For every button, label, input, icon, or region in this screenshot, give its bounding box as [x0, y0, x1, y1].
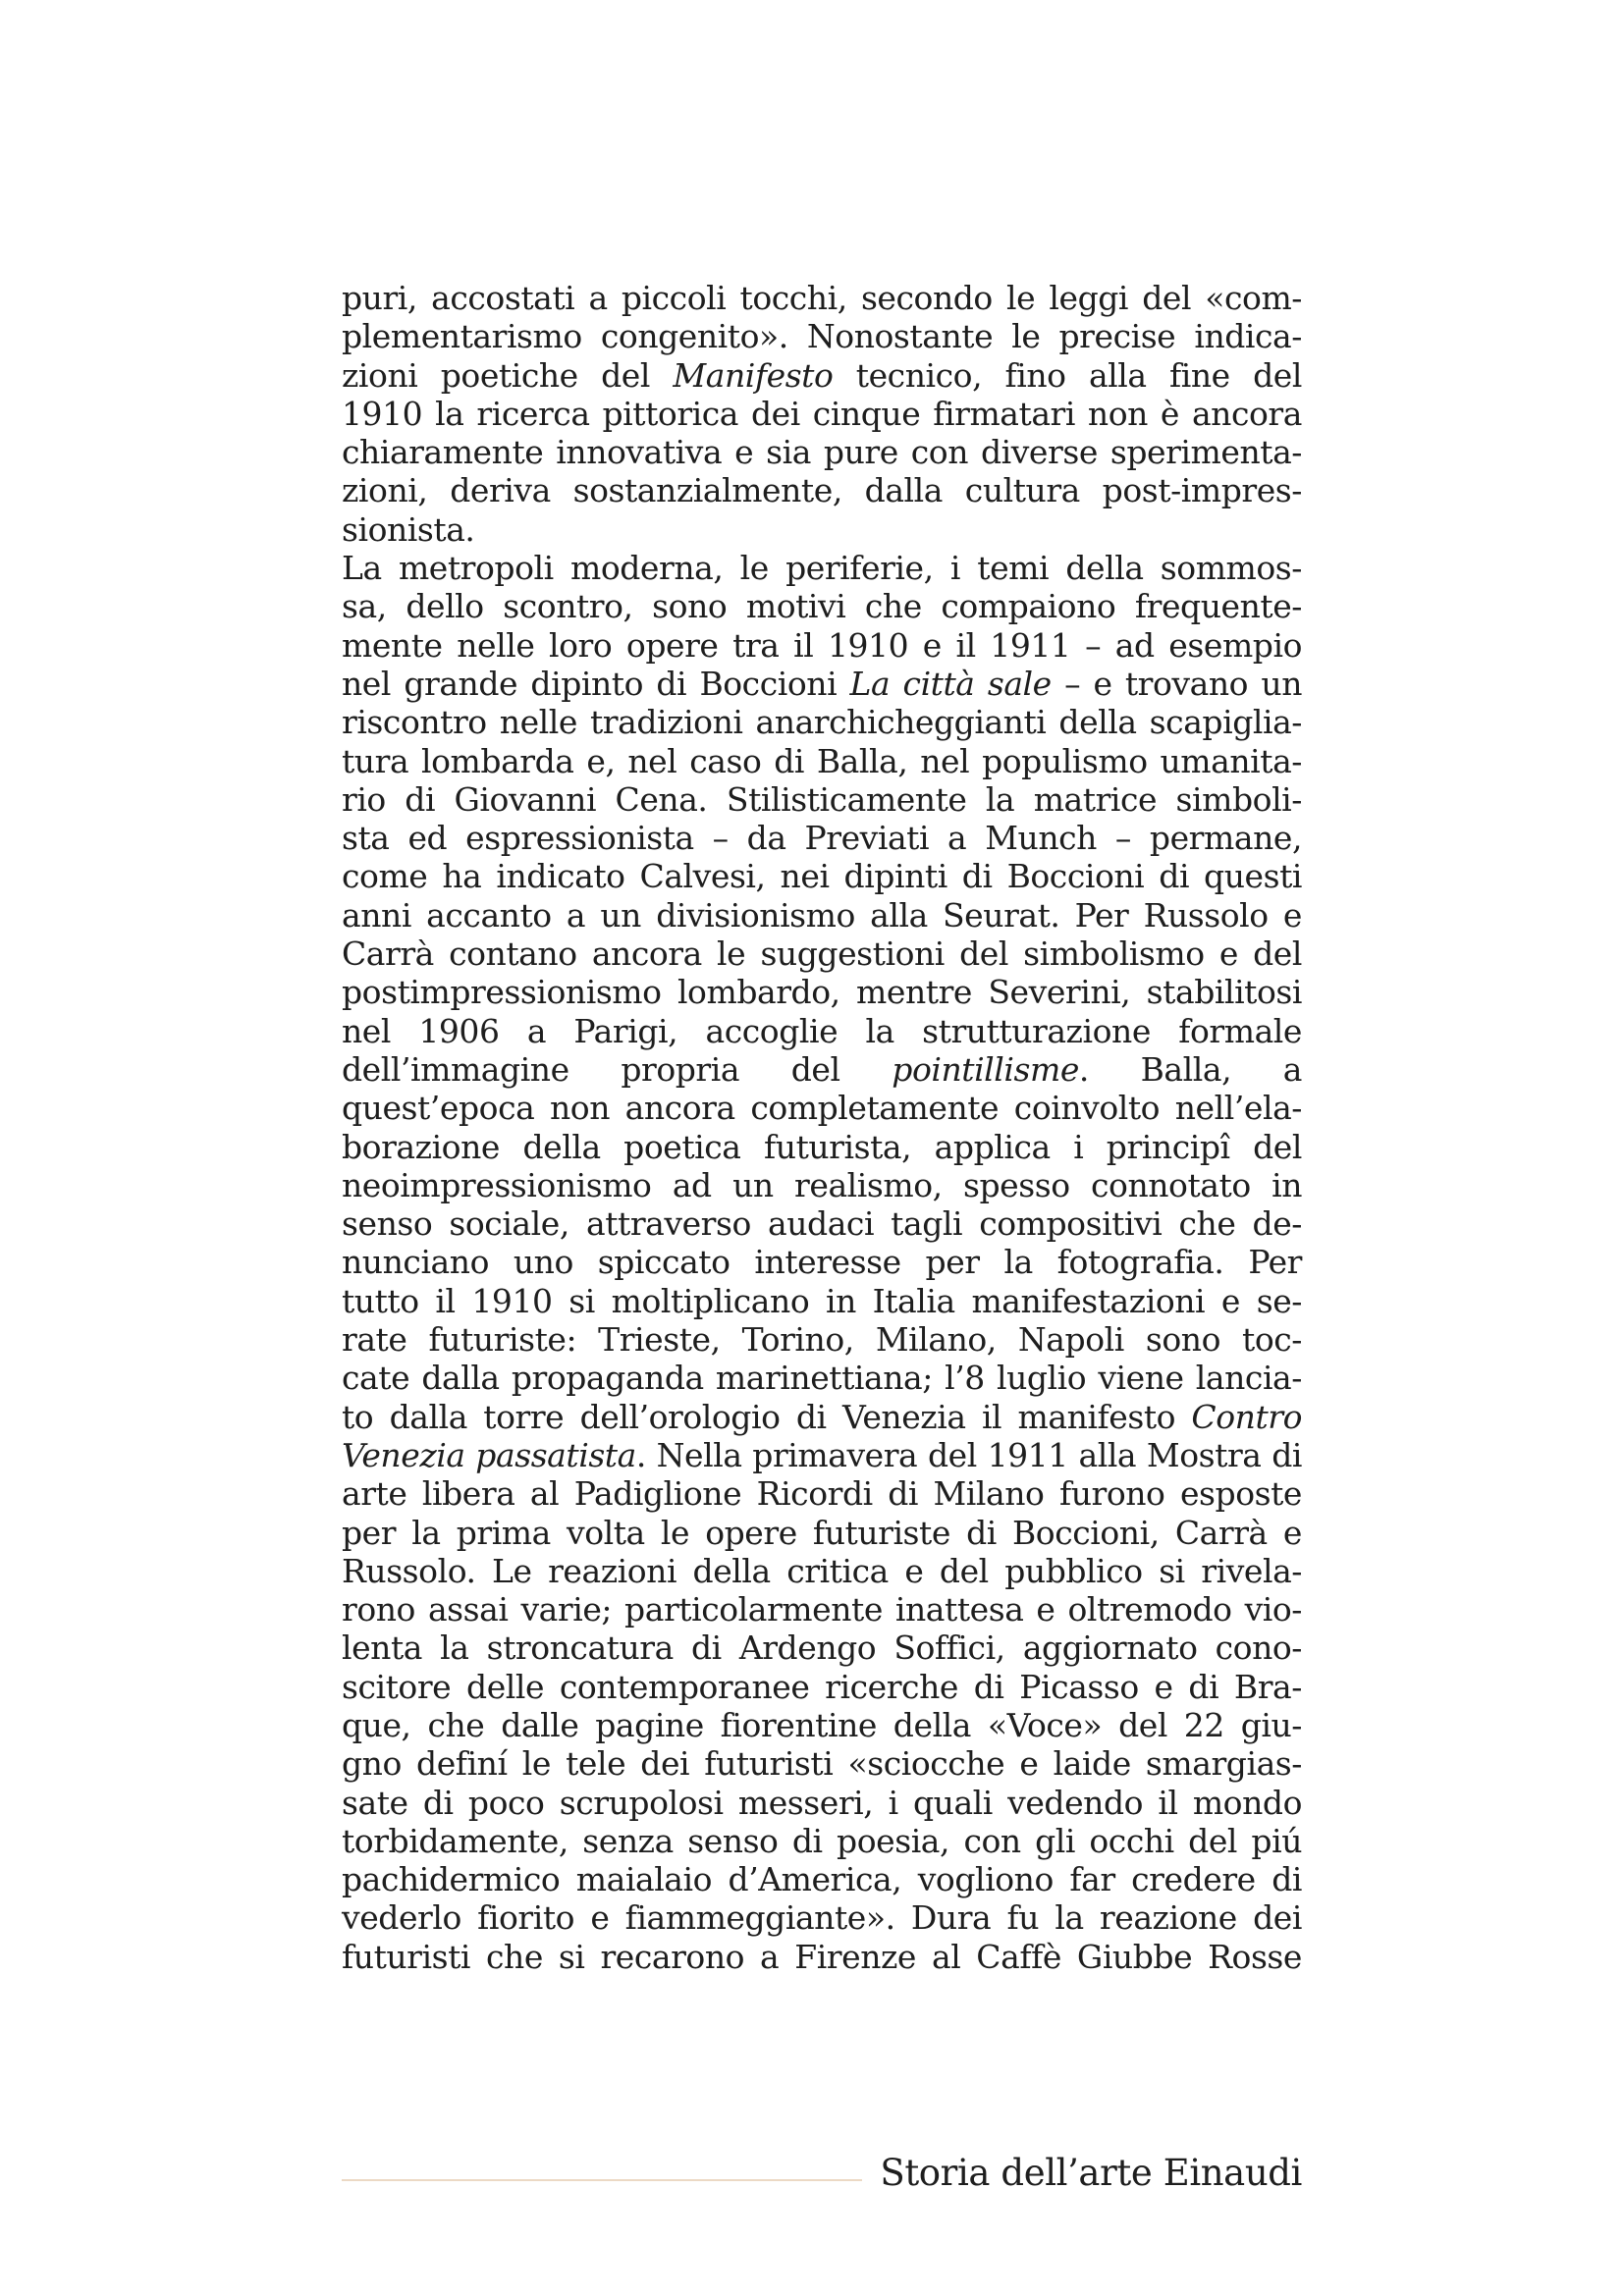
text-line: [342, 780, 1302, 819]
text-line: [342, 626, 1302, 665]
text-line: [342, 1012, 1302, 1050]
text-line: [342, 1282, 1302, 1320]
text-line: [342, 356, 1302, 395]
italic-title: Contro: [1191, 1397, 1302, 1436]
text-line: [342, 1668, 1302, 1706]
text-run: nunciano uno spiccato interesse per la fotografia. Per: [342, 1243, 1302, 1282]
text-line: [342, 1744, 1302, 1783]
text-run: chiaramente innovativa e sia pure con diverse sperimenta-: [342, 433, 1302, 472]
text-line: [342, 510, 1302, 549]
text-run: sa, dello scontro, sono motivi che compaiono frequente-: [342, 587, 1302, 626]
text-line: [342, 1860, 1302, 1898]
text-line: [342, 819, 1302, 857]
text-line: [342, 433, 1302, 471]
text-line: [342, 1629, 1302, 1667]
text-run: neoimpressionismo ad un realismo, spesso connotato in: [342, 1165, 1302, 1204]
text-run: La metropoli moderna, le periferie, i temi della sommos-: [342, 549, 1302, 588]
text-run: cate dalla propaganda marinettiana; l’8 luglio viene lancia-: [342, 1359, 1302, 1398]
text-line: [342, 1050, 1302, 1089]
footer-title: Storia dell’arte Einaudi: [880, 2152, 1302, 2194]
text-run: riscontro nelle tradizioni anarchicheggianti della scapiglia-: [342, 703, 1302, 742]
text-run: come ha indicato Calvesi, nei dipinti di Boccioni di questi: [342, 857, 1302, 896]
text-run: anni accanto a un divisionismo alla Seurat. Per Russolo e: [342, 895, 1302, 934]
text-line: [342, 1359, 1302, 1397]
text-run: – e trovano un: [1051, 664, 1303, 703]
text-line: [342, 1552, 1302, 1590]
text-line: [342, 549, 1302, 587]
text-run: borazione della poetica futurista, applica i principî del: [342, 1127, 1302, 1166]
text-run: Carrà contano ancora le suggestioni del simbolismo e del: [342, 934, 1302, 974]
text-run: tecnico, fino alla fine del: [833, 355, 1302, 395]
text-run: quest’epoca non ancora completamente coinvolto nell’ela-: [342, 1089, 1302, 1128]
text-line: [342, 1590, 1302, 1629]
italic-title: pointillisme: [892, 1049, 1079, 1089]
text-run: gno definí le tele dei futuristi «sciocche e laide smargias-: [342, 1744, 1302, 1784]
text-run: postimpressionismo lombardo, mentre Severini, stabilitosi: [342, 973, 1302, 1012]
italic-title: Manifesto: [673, 355, 834, 395]
text-run: to dalla torre dell’orologio di Venezia il manifesto: [342, 1397, 1192, 1436]
text-run: lenta la stroncatura di Ardengo Soffici, aggiornato cono-: [342, 1629, 1302, 1668]
text-line: [342, 1514, 1302, 1552]
text-line: [342, 1204, 1302, 1243]
text-run: rio di Giovanni Cena. Stilisticamente la matrice simboli-: [342, 779, 1302, 819]
text-run: zioni, deriva sostanzialmente, dalla cultura post-impres-: [342, 471, 1302, 510]
text-run: zioni poetiche del: [342, 355, 674, 395]
italic-title: Venezia passatista: [342, 1435, 636, 1474]
text-run: per la prima volta le opere futuriste di Boccioni, Carrà e: [342, 1513, 1302, 1552]
text-line: [342, 703, 1302, 741]
text-run: mente nelle loro opere tra il 1910 e il 1911 – ad esempio: [342, 625, 1302, 665]
text-line: [342, 471, 1302, 509]
text-line: [342, 1822, 1302, 1860]
text-line: [342, 973, 1302, 1011]
text-line: [342, 1166, 1302, 1204]
text-line: [342, 279, 1302, 317]
text-line: [342, 317, 1302, 355]
text-run: Russolo. Le reazioni della critica e del pubblico si rivela-: [342, 1551, 1302, 1590]
text-line: [342, 587, 1302, 625]
text-line: [342, 1398, 1302, 1436]
text-line: [342, 896, 1302, 934]
text-run: senso sociale, attraverso audaci tagli compositivi che de-: [342, 1204, 1302, 1244]
text-run: . Balla, a: [1078, 1049, 1302, 1089]
text-run: dell’immagine propria del: [342, 1049, 893, 1089]
text-run: nel grande dipinto di Boccioni: [342, 664, 850, 703]
text-run: . Nella primavera del 1911 alla Mostra di: [635, 1435, 1302, 1474]
text-line: [342, 934, 1302, 973]
text-line: [342, 1089, 1302, 1127]
text-line: [342, 1320, 1302, 1359]
text-line: [342, 395, 1302, 433]
text-run: pachidermico maialaio d’America, vogliono far credere di: [342, 1860, 1302, 1899]
text-run: tutto il 1910 si moltiplicano in Italia manifestazioni e se-: [342, 1281, 1302, 1320]
text-run: scitore delle contemporanee ricerche di Picasso e di Bra-: [342, 1667, 1302, 1706]
text-run: torbidamente, senza senso di poesia, con gli occhi del piú: [342, 1821, 1302, 1860]
text-line: [342, 1243, 1302, 1281]
text-run: sta ed espressionista – da Previati a Munch – permane,: [342, 819, 1302, 858]
text-line: [342, 1474, 1302, 1513]
footer-rule: [342, 2179, 862, 2181]
text-run: vederlo fiorito e fiammeggiante». Dura fu la reazione dei: [342, 1898, 1302, 1938]
italic-title: La città sale: [849, 664, 1052, 703]
text-run: rate futuriste: Trieste, Torino, Milano, Napoli sono toc-: [342, 1320, 1302, 1360]
text-line: [342, 665, 1302, 703]
text-run: puri, accostati a piccoli tocchi, secondo le leggi del «com-: [342, 279, 1302, 317]
text-line: [342, 1784, 1302, 1822]
text-run: tura lombarda e, nel caso di Balla, nel populismo umanita-: [342, 741, 1302, 780]
body-text: [342, 279, 1302, 1976]
text-run: rono assai varie; particolarmente inattesa e oltremodo vio-: [342, 1590, 1302, 1629]
text-run: 1910 la ricerca pittorica dei cinque firmatari non è ancora: [342, 394, 1302, 433]
text-line: [342, 1706, 1302, 1744]
text-run: nel 1906 a Parigi, accoglie la strutturazione formale: [342, 1011, 1302, 1050]
text-line: [342, 857, 1302, 895]
text-run: que, che dalle pagine fiorentine della «Voce» del 22 giu-: [342, 1705, 1302, 1744]
text-run: arte libera al Padiglione Ricordi di Milano furono esposte: [342, 1474, 1302, 1514]
text-run: sate di poco scrupolosi messeri, i quali vedendo il mondo: [342, 1783, 1302, 1822]
text-line: [342, 742, 1302, 780]
text-line: [342, 1436, 1302, 1474]
text-run: plementarismo congenito». Nonostante le precise indica-: [342, 317, 1302, 356]
text-line: [342, 1898, 1302, 1937]
text-run: sionista.: [342, 509, 475, 549]
text-line: [342, 1938, 1302, 1976]
text-line: [342, 1128, 1302, 1166]
text-run: futuristi che si recarono a Firenze al Caffè Giubbe Rosse: [342, 1937, 1302, 1976]
